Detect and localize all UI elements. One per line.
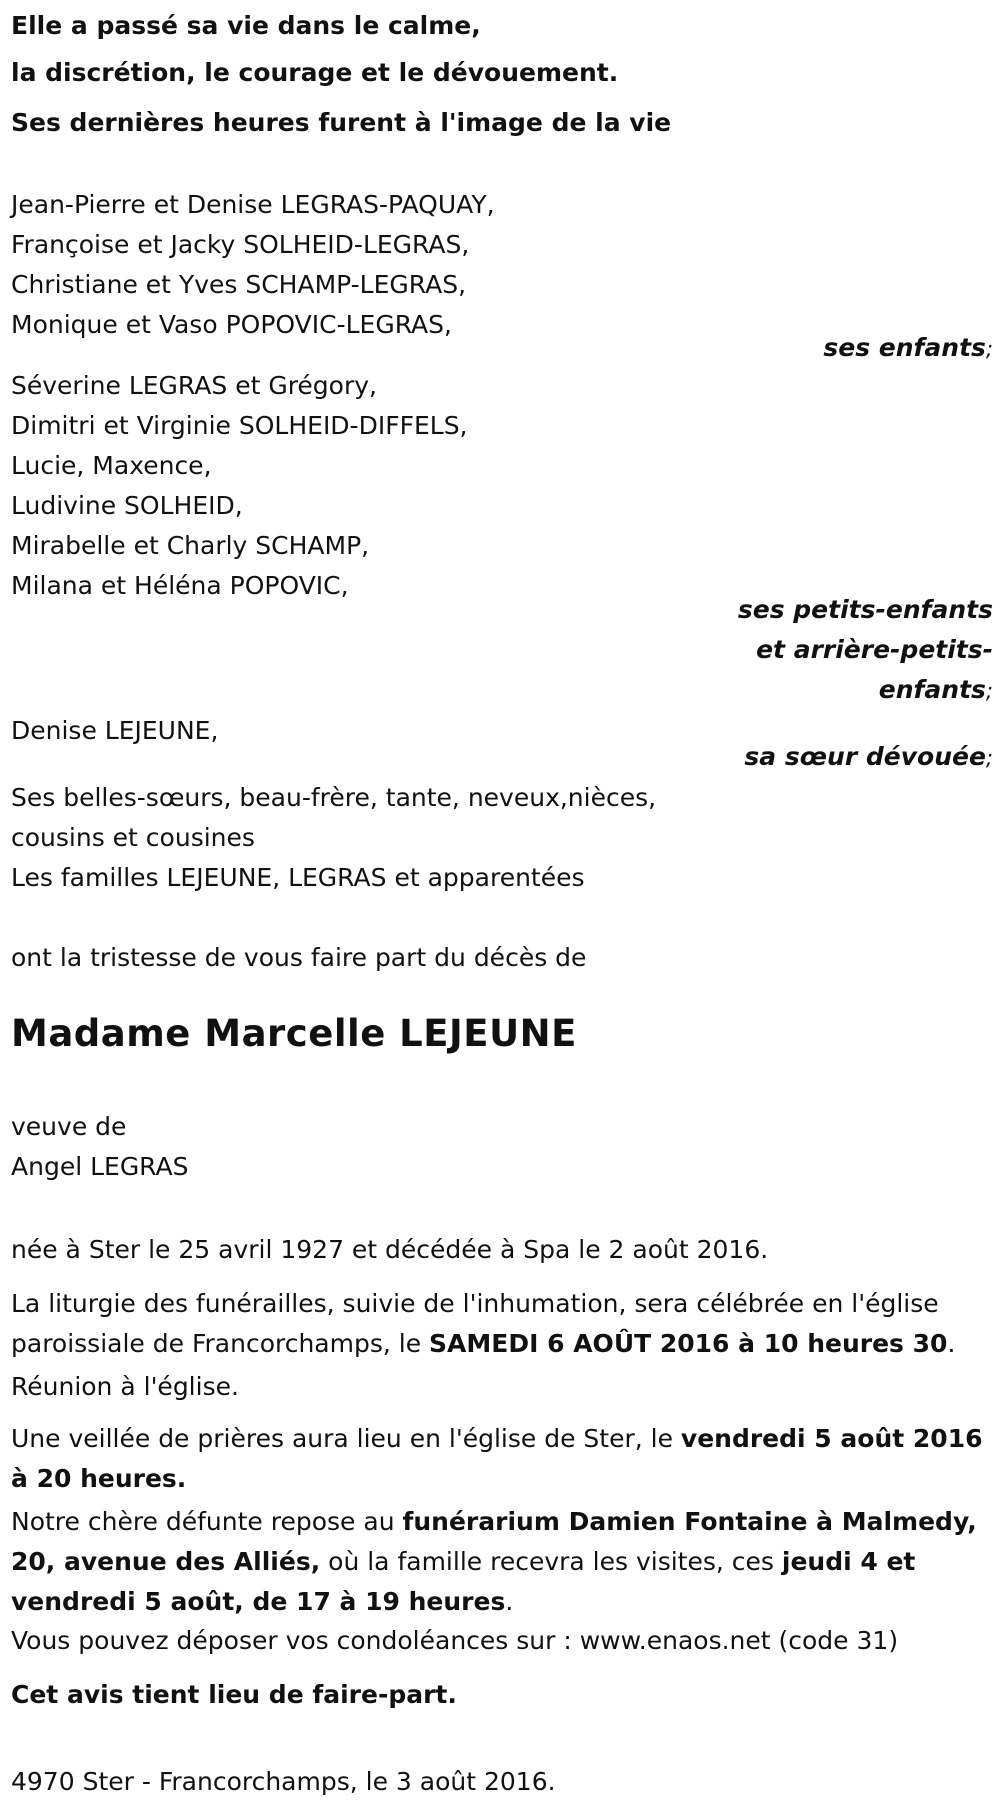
child-name: Jean-Pierre et Denise LEGRAS-PAQUAY, <box>11 190 495 219</box>
funeral-text: La liturgie des funérailles, suivie de l'inhumation, sera célébrée en l'église paroissiale de Francorchamps, le <box>11 1289 939 1358</box>
role-text: enfants <box>878 675 986 704</box>
repose-text-2: où la famille recevra les visites, ces <box>320 1547 782 1576</box>
role-text-line-2: et arrière-petits- <box>756 635 993 664</box>
epigraph-line-3: Ses dernières heures furent à l'image de la vie <box>11 108 672 137</box>
child-name: Monique et Vaso POPOVIC-LEGRAS, <box>11 310 452 339</box>
deceased-name: Madame Marcelle LEJEUNE <box>11 1012 577 1055</box>
meeting-info: Réunion à l'église. <box>11 1372 239 1401</box>
child-name: Françoise et Jacky SOLHEID-LEGRAS, <box>11 230 470 259</box>
funeral-date: SAMEDI 6 AOÛT 2016 à 10 heures 30 <box>429 1329 948 1358</box>
role-text: sa sœur dévouée <box>744 742 986 771</box>
role-text-line-3 <box>738 670 993 711</box>
relatives-line: Ses belles-sœurs, beau-frère, tante, neveux,nièces, <box>11 783 657 812</box>
sister-role <box>744 737 993 778</box>
relatives-line: Les familles LEJEUNE, LEGRAS et apparentées <box>11 863 585 892</box>
sister-name: Denise LEJEUNE, <box>11 716 219 745</box>
children-role <box>823 328 993 369</box>
repose-info <box>11 1502 991 1622</box>
grandchild-name: Dimitri et Virginie SOLHEID-DIFFELS, <box>11 411 468 440</box>
role-text: ses enfants <box>823 333 986 362</box>
visit-hours: jeudi 4 et vendredi 5 août, de 17 à 19 heures <box>11 1547 916 1616</box>
other-relatives <box>11 778 656 898</box>
grandchild-name: Ludivine SOLHEID, <box>11 491 243 520</box>
condolences-info: Vous pouvez déposer vos condoléances sur : www.enaos.net (code 31) <box>11 1626 899 1655</box>
announcement-text: ont la tristesse de vous faire part du décès de <box>11 943 587 972</box>
announcement <box>11 938 586 978</box>
birth-death: née à Ster le 25 avril 1927 et décédée à Spa le 2 août 2016. <box>11 1235 769 1264</box>
place-date: 4970 Ster - Francorchamps, le 3 août 2016. <box>11 1767 556 1796</box>
widow-of <box>11 1107 189 1187</box>
grandchild-name: Milana et Héléna POPOVIC, <box>11 571 349 600</box>
vigil-date: vendredi 5 août 2016 à 20 heures. <box>11 1424 983 1493</box>
children-list <box>11 185 495 345</box>
role-semicolon: ; <box>985 746 993 770</box>
vigil-info <box>11 1419 991 1499</box>
child-name: Christiane et Yves SCHAMP-LEGRAS, <box>11 270 467 299</box>
repose-text-1: Notre chère défunte repose au <box>11 1507 403 1536</box>
widow-of-label: veuve de <box>11 1112 127 1141</box>
epigraph-line-1: Elle a passé sa vie dans le calme, <box>11 11 481 40</box>
grandchildren-list <box>11 366 468 606</box>
spouse-name: Angel LEGRAS <box>11 1152 189 1181</box>
vigil-text: Une veillée de prières aura lieu en l'église de Ster, le <box>11 1424 681 1453</box>
notice-statement: Cet avis tient lieu de faire-part. <box>11 1680 457 1709</box>
grandchildren-role <box>738 590 993 711</box>
grandchild-name: Séverine LEGRAS et Grégory, <box>11 371 377 400</box>
role-text-line-1: ses petits-enfants <box>737 595 993 624</box>
relatives-line: cousins et cousines <box>11 823 255 852</box>
grandchild-name: Lucie, Maxence, <box>11 451 212 480</box>
repose-place: funérarium Damien Fontaine à Malmedy, 20, avenue des Alliés, <box>11 1507 977 1576</box>
role-semicolon: ; <box>985 337 993 361</box>
epigraph-line-2: la discrétion, le courage et le dévouement. <box>11 58 619 87</box>
funeral-end: . <box>947 1329 956 1358</box>
grandchild-name: Mirabelle et Charly SCHAMP, <box>11 531 370 560</box>
role-semicolon: ; <box>985 679 993 703</box>
sister <box>11 711 218 751</box>
repose-end: . <box>505 1587 514 1616</box>
funeral-info <box>11 1284 991 1364</box>
